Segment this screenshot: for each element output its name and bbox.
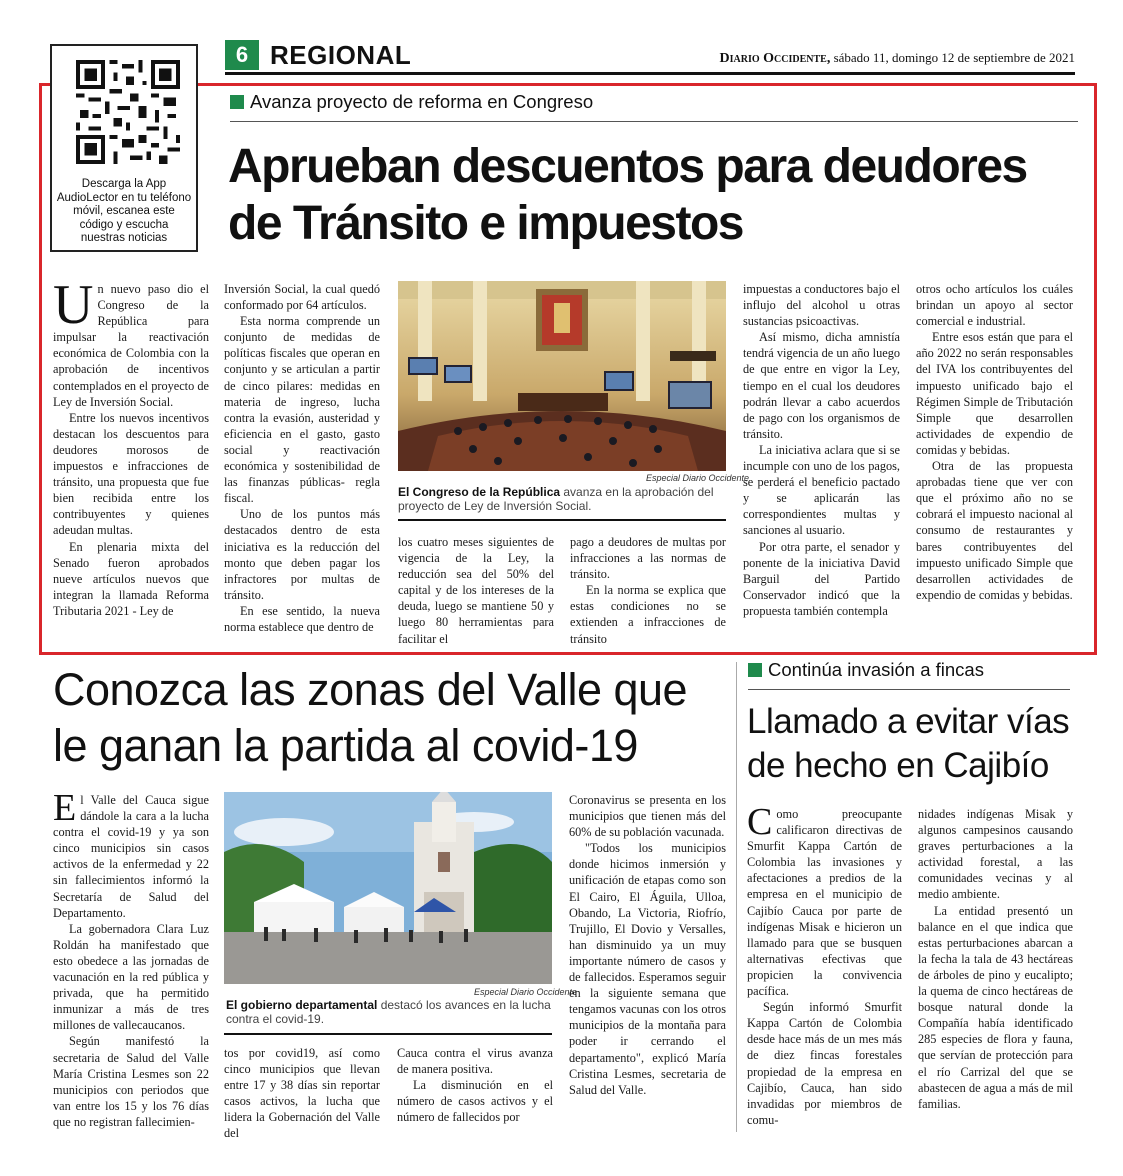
article2-headline: Conozca las zonas del Valle que le ganan la partida al covid-19 <box>53 664 688 771</box>
article3-kicker: Continúa invasión a fincas <box>748 659 984 681</box>
article1-column-1 <box>53 274 209 619</box>
paragraph: Cauca contra el virus avanza de manera positiva. <box>397 1046 553 1077</box>
article1-headline: Aprueban descuentos para deudores de Tránsito e impuestos <box>228 140 1027 250</box>
publication-date: sábado 11, domingo 12 de septiembre de 2021 <box>830 50 1075 65</box>
paragraph: Otra de las propuesta aprobadas tiene que ver con que el próximo año no se cobrará el impuesto nacional al consumo de restaurantes y bares contribuyentes del impuesto unificado Simple que desarrollen actividades de expendio de comidas y bebidas. <box>916 459 1073 602</box>
paragraph: Uno de los puntos más destacados dentro de esta iniciativa es la reducción del monto que deben pagar los infractores por multas de tránsito. <box>224 507 380 602</box>
article1-kicker: Avanza proyecto de reforma en Congreso <box>230 91 593 113</box>
paragraph: Según informó Smurfit Kappa Cartón de Colombia desde hace más de un mes más de diez fincas forestales propiedad de la empresa en Cajibío, Cauca, han sido invadidas por miembros de comu- <box>747 1000 902 1127</box>
caption-text: avanza en la aprobación del proyecto de Ley de Inversión Social. <box>398 485 714 513</box>
article1-column-6 <box>916 281 1073 603</box>
paragraph: l Valle del Cauca sigue dándole la cara a la lucha contra el covid-19 y ya son cinco municipios sin casos activos de la enfermedad y 22 sin fallecimientos informó la Secretaría de Salud del Departamento. <box>53 793 209 920</box>
article3-column-1 <box>747 801 902 1128</box>
paragraph: omo preocupante calificaron directivas de Smurfit Kappa Cartón de Colombia las invasiones y afectaciones a predios de la empresa en el municipio de Cajibío Cauca por parte de indígenas Misak e hicieron un llamado para que se busquen alternativas efectivas que propicien la convivencia pacífica. <box>747 807 902 999</box>
paragraph: En la norma se explica que estas condiciones no se extienden a infracciones de tránsito <box>570 583 726 646</box>
paragraph: La disminución en el número de casos activos y el número de fallecidos por <box>397 1078 553 1125</box>
paragraph: Esta norma comprende un conjunto de medidas de políticas fiscales que operan en conjunto y se articulan a partir de cinco pilares: medidas en materia de ingreso, lucha contra la evasión, austeridad y eficiencia en el gasto, gasto social y reactivación económica y sostenibilidad de las finanzas públicas- regla fiscal. <box>224 314 380 506</box>
photo-caption <box>226 998 554 1026</box>
photo-credit: Especial Diario Occidente <box>474 987 578 997</box>
dropcap: E <box>53 787 77 829</box>
vaccination-plaza-photo <box>224 792 552 984</box>
article2-column-1 <box>53 787 209 1130</box>
publication-name: Diario Occidente, <box>719 51 831 66</box>
qr-code-box <box>50 44 198 252</box>
kicker-square-icon <box>230 95 244 109</box>
paragraph: Entre los nuevos incentivos destacan los descuentos para deudores morosos de impuestos e infracciones de tránsito, una propuesta que fue bien recibida entre los contribuyentes y quienes adeudan multas. <box>53 410 209 538</box>
article1-column-5 <box>743 281 900 619</box>
publication-date-line <box>720 50 1075 67</box>
caption-rule <box>224 1033 552 1035</box>
paragraph: Coronavirus se presenta en los municipios que tienen más del 60% de su población vacunada. <box>569 793 726 840</box>
page-number: 6 <box>225 40 259 70</box>
paragraph: Inversión Social, la cual quedó conformado por 64 artículos. <box>224 282 380 313</box>
article1-column-4 <box>570 534 726 647</box>
kicker-square-icon <box>748 663 762 677</box>
kicker-rule <box>748 689 1070 690</box>
kicker-rule <box>230 121 1078 122</box>
paragraph: En ese sentido, la nueva norma establece que dentro de <box>224 603 380 634</box>
caption-lead: El Congreso de la República <box>398 485 561 499</box>
caption-text: destacó los avances en la lucha contra el covid-19. <box>226 998 551 1026</box>
section-title: REGIONAL <box>270 40 412 70</box>
paragraph: nidades indígenas Misak y algunos campesinos causando graves perturbaciones a la actividad forestal, a las comunidades vecinas y al medio ambiente. <box>918 807 1073 902</box>
paragraph: pago a deudores de multas por infracciones a las normas de tránsito. <box>570 535 726 582</box>
article2-column-4 <box>569 792 726 1098</box>
paragraph: "Todos los municipios donde hicimos inmersión y unificación de etapas como son El Cairo, El Águila, Ulloa, Obando, La Victoria, Riofrío, Trujillo, El Dovio y Versalles, han disminuido ya un muy importante número de casos y de fallecidos. Esperamos seguir en la siguiente semana que tengamos vacunas con los otros municipios de la montaña para poder ir cerrando el departamento", explicó María Cristina Lesmes, secretaria de Salud del Valle. <box>569 841 726 1097</box>
article3-column-2 <box>918 806 1073 1112</box>
paragraph: La gobernadora Clara Luz Roldán ha manifestado que esto obedece a las jornadas de vacunación en la red pública y privada, que ha permitido inmunizar a más de tres millones de vallecaucanos. <box>53 921 209 1033</box>
column-divider <box>736 662 737 1132</box>
paragraph: impuestas a conductores bajo el influjo del alcohol u otras sustancias psicoactivas. <box>743 282 900 329</box>
congress-photo <box>398 281 726 471</box>
caption-lead: El gobierno departamental <box>226 998 378 1012</box>
dropcap: C <box>747 801 773 843</box>
paragraph: Entre esos están que para el año 2022 no serán responsables del IVA los contribuyentes del impuesto unificado bajo el Régimen Simple de Tributación Simple que desarrollen actividades de expendio de comidas y bebidas. <box>916 330 1073 457</box>
paragraph: Según manifestó la secretaria de Salud del Valle María Cristina Lesmes son 22 municipios con periodos que van entre los 15 y los 76 días que no registran fallecimien- <box>53 1034 209 1129</box>
article2-column-3 <box>397 1045 553 1125</box>
paragraph: La iniciativa aclara que si se incumple con uno de los pagos, se perderá el beneficio pactado y se aplicarán las correspondientes multas y sanciones al usuario. <box>743 442 900 538</box>
paragraph: n nuevo paso dio el Congreso de la República para impulsar la reactivación económica de Colombia con la aprobación de incentivos contemplados en el proyecto de Ley de Inversión Social. <box>53 282 209 409</box>
photo-caption <box>398 485 726 513</box>
paragraph: La entidad presentó un balance en el que indica que estas perturbaciones abarcan a la fecha la tala de 43 hectáreas de árboles de pino y eucalipto; la quema de cinco hectáreas de bosque natural donde la Compañía había identificado 285 especies de flora y fauna, que servían de protección para el río Carrizal del que se abastecen de agua a más de mil familias. <box>918 903 1073 1111</box>
article3-headline: Llamado a evitar vías de hecho en Cajibío <box>747 702 1070 785</box>
article1-column-2 <box>224 281 380 635</box>
paragraph: otros ocho artículos los cuáles brindan un apoyo al sector comercial e industrial. <box>916 282 1073 329</box>
caption-rule <box>398 519 726 521</box>
qr-code-image <box>76 60 180 164</box>
paragraph: tos por covid19, así como cinco municipios que llevan entre 17 y 38 días sin reportar casos activos, la lucha que lidera la Gobernación del Valle del <box>224 1046 380 1141</box>
paragraph: En plenaria mixta del Senado fueron aprobados nueve artículos nuevos que integran la llamada Reforma Tributaria 2021 - Ley de <box>53 539 209 618</box>
paragraph: Por otra parte, el senador y ponente de la iniciativa David Barguil del Partido Conservador indicó que la propuesta también contempla <box>743 539 900 618</box>
header-rule <box>225 72 1075 75</box>
article2-column-2 <box>224 1045 380 1142</box>
article1-column-3 <box>398 534 554 647</box>
qr-caption: Descarga la App AudioLector en tu teléfono móvil, escanea este código y escucha nuestras noticias <box>56 178 192 244</box>
paragraph: Así mismo, dicha amnistía tendrá vigencia de un año luego de que entre en vigor la Ley, tiempo en el cual los deudores podrán llevar a cabo acuerdos de pago con los organismos de tránsito. <box>743 330 900 441</box>
paragraph: los cuatro meses siguientes de vigencia de la Ley, la reducción sea del 50% del capital y de los intereses de la deuda, luego se mantiene 50 y luego 80 herramientas para facilitar el <box>398 535 554 646</box>
photo-credit: Especial Diario Occidente <box>646 473 750 483</box>
dropcap: U <box>53 274 94 336</box>
